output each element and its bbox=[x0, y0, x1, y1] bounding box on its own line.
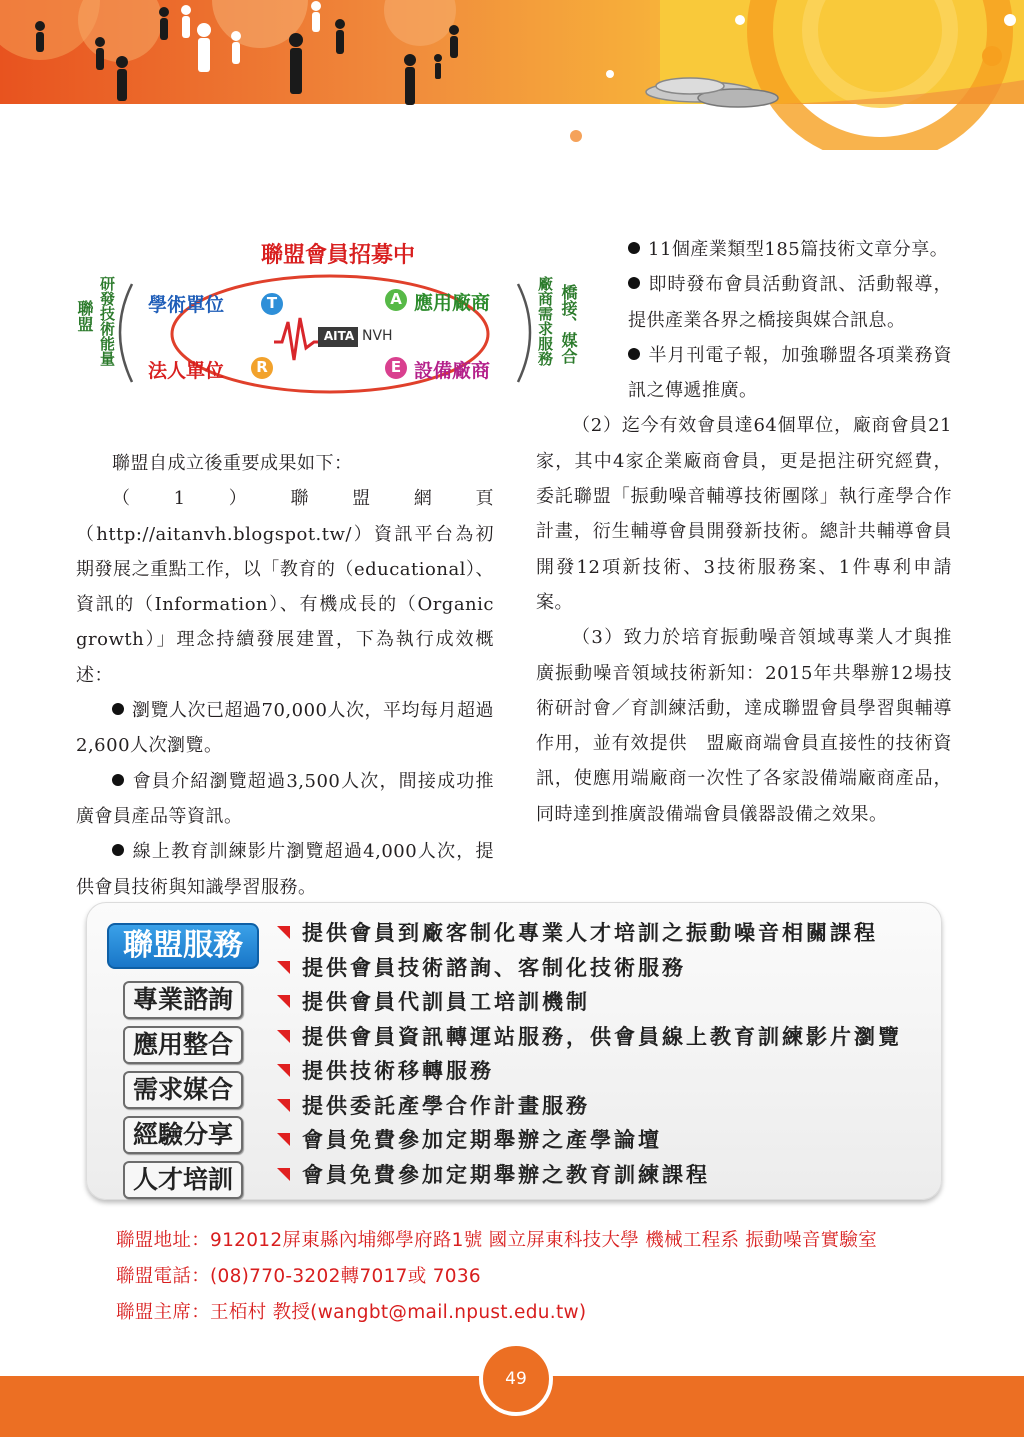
service-item: 提供會員到廠客制化專業人才培訓之振動噪音相關課程 bbox=[277, 917, 927, 952]
result-item-3: （3）致力於培育振動噪音領域專業人才與推廣振動噪音領域技術新知：2015年共舉辦12場技術研討會／育訓練活動，達成聯盟會員學習與輔導作用，並有效提供 盟廠商端會員直接性的技術資訊，使應用端廠商一次性了各家設備端廠商產品，同時達到推廣設備端會員儀器設備之效果。 bbox=[536, 627, 952, 825]
node-academic-letter: T bbox=[266, 294, 278, 312]
red-triangle-icon bbox=[277, 1064, 290, 1077]
bullet-item: 11個產業類型185篇技術文章分享。 bbox=[536, 232, 952, 267]
red-triangle-icon bbox=[277, 995, 290, 1008]
bullet-item: 半月刊電子報，加強聯盟各項業務資訊之傳遞推廣。 bbox=[628, 344, 952, 402]
bullet-dot-icon bbox=[628, 277, 640, 289]
node-equipment-letter: E bbox=[390, 358, 402, 376]
red-triangle-icon bbox=[277, 1133, 290, 1146]
bullet-dot-icon bbox=[112, 703, 124, 715]
services-panel bbox=[86, 902, 942, 1200]
bullet-item: 即時發布會員活動資訊、活動報導，提供產業各界之橋接與媒合訊息。 bbox=[628, 274, 952, 331]
header-banner bbox=[0, 0, 1024, 150]
category-badge: 需求媒合 bbox=[123, 1071, 243, 1109]
node-legal-letter: R bbox=[256, 358, 268, 376]
category-badge: 專業諮詢 bbox=[123, 981, 243, 1019]
right-column bbox=[536, 232, 952, 832]
bullet-item: 線上教育訓練影片瀏覽超過4,000人次，提供會員技術與知識學習服務。 bbox=[76, 841, 494, 898]
services-categories bbox=[123, 981, 243, 1206]
bullet-dot-icon bbox=[628, 242, 640, 254]
diagram-left-label: 聯盟 bbox=[75, 300, 94, 332]
intro-text: 聯盟自成立後重要成果如下： bbox=[112, 453, 353, 474]
bullet-item: 會員介紹瀏覽超過3,500人次，間接成功推廣會員產品等資訊。 bbox=[76, 770, 494, 827]
service-item: 提供會員代訓員工培訓機制 bbox=[277, 986, 927, 1021]
red-triangle-icon bbox=[277, 926, 290, 939]
wave-icon bbox=[274, 318, 322, 360]
diagram-title: 聯盟會員招募中 bbox=[260, 243, 415, 268]
category-badge: 人才培訓 bbox=[123, 1161, 243, 1199]
category-badge: 應用整合 bbox=[123, 1026, 243, 1064]
contact-phone: 聯盟電話：(08)770-3202轉7017或 7036 bbox=[116, 1266, 481, 1287]
red-triangle-icon bbox=[277, 1099, 290, 1112]
bullet-dot-icon bbox=[112, 774, 124, 786]
bullet-item: 瀏覽人次已超過70,000人次，平均每月超過2,600人次瀏覽。 bbox=[76, 700, 494, 757]
red-triangle-icon bbox=[277, 1030, 290, 1043]
node-application-label: 應用廠商 bbox=[414, 292, 491, 314]
diagram-left-sub: 研發技術能量 bbox=[98, 276, 116, 366]
recruitment-diagram bbox=[62, 232, 592, 400]
node-application-letter: A bbox=[390, 290, 402, 308]
node-equipment-label: 設備廠商 bbox=[414, 360, 491, 382]
service-item: 會員免費參加定期舉辦之教育訓練課程 bbox=[277, 1159, 927, 1194]
bullet-dot-icon bbox=[112, 844, 124, 856]
contact-chair: 聯盟主席：王栢村 教授(wangbt@mail.npust.edu.tw) bbox=[116, 1302, 587, 1323]
service-item: 提供委託產學合作計畫服務 bbox=[277, 1090, 927, 1125]
services-title: 聯盟服務 bbox=[107, 923, 259, 969]
left-column bbox=[76, 446, 494, 905]
node-academic-label: 學術單位 bbox=[148, 294, 225, 316]
logo-nvh: NVH bbox=[362, 328, 393, 344]
contact-address: 聯盟地址：912012屏東縣內埔鄉學府路1號 國立屏東科技大學 機械工程系 振動噪音實驗室 bbox=[116, 1230, 878, 1251]
diagram-right-label: 橋接、媒合 bbox=[559, 284, 578, 364]
logo-aita: AITA bbox=[323, 329, 355, 343]
node-legal-label: 法人單位 bbox=[148, 360, 225, 382]
red-triangle-icon bbox=[277, 1168, 290, 1181]
result-item-2: （2）迄今有效會員達64個單位，廠商會員21家，其中4家企業廠商會員，更是挹注研究經費，委託聯盟「振動噪音輔導技術團隊」執行產學合作計畫，衍生輔導會員開發新技術。總計共輔導會員開發12項新技術、3技術服務案、1件專利申請案。 bbox=[536, 415, 952, 613]
services-list bbox=[277, 917, 927, 1193]
service-item: 提供技術移轉服務 bbox=[277, 1055, 927, 1090]
result-item-1: （1）聯盟網頁（http://aitanvh.blogspot.tw/）資訊平台為初期發展之重點工作，以「教育的（educational）、資訊的（Information）、有機成長的（Organic growth）」理念持續發展建置，下為執行成效概述： bbox=[76, 488, 494, 686]
page-number: 49 bbox=[479, 1342, 553, 1416]
diagram-right-sub: 廠商需求服務 bbox=[536, 276, 554, 366]
category-badge: 經驗分享 bbox=[123, 1116, 243, 1154]
service-item: 提供會員技術諮詢、客制化技術服務 bbox=[277, 952, 927, 987]
red-triangle-icon bbox=[277, 961, 290, 974]
bullet-dot-icon bbox=[628, 348, 640, 360]
service-item: 會員免費參加定期舉辦之產學論壇 bbox=[277, 1124, 927, 1159]
service-item: 提供會員資訊轉運站服務，供會員線上教育訓練影片瀏覽 bbox=[277, 1021, 927, 1056]
